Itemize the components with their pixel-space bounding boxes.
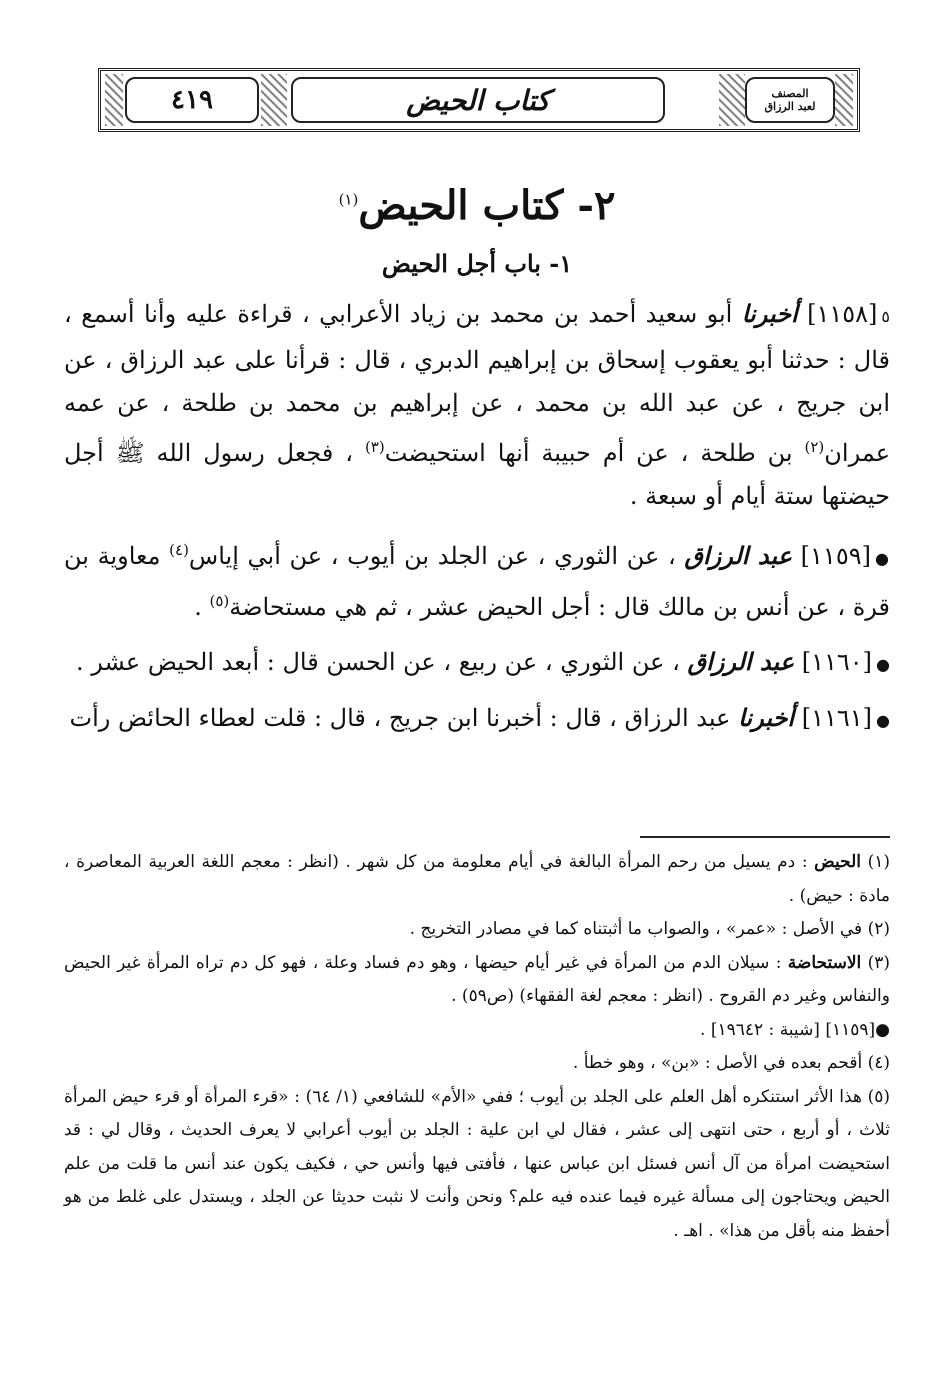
- hadith-number: [١١٦١]: [801, 704, 873, 732]
- hadith-text: .: [194, 593, 202, 621]
- hadith-text: ، عن الثوري ، عن ربيع ، عن الحسن قال : أبعد الحيض عشر .: [76, 647, 680, 676]
- main-text: [64, 172, 890, 753]
- footnote-text: هذا الأثر استنكره أهل العلم على الجلد بن أيوب ؛ ففي «الأم» للشافعي (١/ ٦٤) : «قرء المرأة أو قرء حيض المرأة ثلاث ، أو أربع ، حتى انتهى إلى عشر ، فقال لي ابن علية : الجلد بن أيوب أعرابي لا يعرف الحديث ، وقال لي : قد استحيضت امرأة من آل أنس فسئل ابن عباس عنها ، فأفتى فيها وأنس حي ، فكيف يكون عند أنس ما قلت من علم الحيض ويحتاجون إلى مسألة غيره فيما عنده فيه علم؟ ونحن وأنت لا نثبت حديثا عن الجلد ، ويستدل على غلط من هو أحفظ منه بأقل من هذا» . اهـ .: [64, 1086, 890, 1241]
- hadith-text: بن طلحة ، عن أم حبيبة أنها استحيضت: [384, 438, 793, 467]
- footnote-number: ●: [875, 1019, 890, 1040]
- header-ornament-right-inner: [719, 74, 745, 126]
- footnote-ref: (٣): [364, 437, 385, 456]
- footnote-term: الاستحاضة: [787, 952, 862, 973]
- hadith-1158: [64, 292, 890, 519]
- footnote-number: (٤): [867, 1053, 890, 1073]
- footnote-ref: (٤): [169, 540, 189, 559]
- chapter-title: ١- باب أجل الحيض: [381, 249, 573, 278]
- hadith-narrator: عبد الرزاق: [684, 540, 792, 570]
- footnote-1: [64, 846, 890, 913]
- hadith-text: عبد الرزاق ، قال : أخبرنا ابن جريج ، قال : قلت لعطاء الحائض رأت: [69, 704, 731, 732]
- footnote-term: الحيض: [814, 852, 861, 872]
- hadith-marker: ٥: [881, 307, 890, 326]
- header-ornament-left: [105, 74, 123, 126]
- footnote-4: [64, 1047, 890, 1081]
- page-number: ٤١٩: [125, 77, 259, 123]
- footnote-text: [١١٥٩] [شيبة : ١٩٦٤٢] .: [700, 1019, 876, 1040]
- hadith-narrator: عبد الرزاق: [687, 646, 795, 676]
- footnotes: [64, 846, 890, 1248]
- hadith-text: معاوية بن قرة ، عن أنس بن مالك قال : أجل الحيض عشر ، ثم هي مستحاضة: [64, 541, 890, 621]
- hadith-number: [١١٥٨]: [807, 300, 878, 328]
- running-title: كتاب الحيض: [291, 77, 665, 123]
- hadith-marker: ●: [874, 548, 890, 568]
- header-ornament-right: [835, 74, 853, 126]
- book-logo: [745, 77, 835, 123]
- hadith-text: ، عن الثوري ، عن الجلد بن أيوب ، عن أبي إياس: [188, 541, 676, 570]
- footnote-2: [64, 913, 890, 947]
- hadith-number: [١١٦٠]: [801, 647, 873, 676]
- footnote-ref: (٥): [209, 592, 230, 610]
- hadith-narrator: أخبرنا: [741, 299, 798, 328]
- footnote-ref: (٢): [804, 437, 825, 456]
- footnote-3: [64, 947, 890, 1014]
- book-logo-line2: لعبد الرزاق: [764, 100, 816, 113]
- footnote-text: : دم يسيل من رحم المرأة البالغة في أيام معلومة من كل شهر . (انظر : معجم اللغة العربية المعاصرة ، مادة : حيض) .: [64, 852, 890, 906]
- hadith-1161: [64, 696, 890, 743]
- book-title-text: ٢- كتاب الحيض: [358, 182, 616, 229]
- book-logo-line1: المصنف: [771, 87, 809, 100]
- hadith-narrator: أخبرنا: [738, 703, 795, 732]
- hadith-1159: [64, 529, 890, 630]
- footnote-number: (٣): [867, 952, 891, 973]
- footnote-divider: [640, 836, 890, 838]
- hadith-text: أبو سعيد أحمد بن محمد بن زياد الأعرابي ، قراءة عليه وأنا أسمع ، قال : حدثنا أبو يعقوب إسحاق بن إبراهيم الدبري ، قال : قرأنا على عبد الرزاق ، عن ابن جريج ، عن عبد الله بن محمد ، عن إبراهيم بن محمد بن طلحة ، عن عمه عمران: [64, 300, 891, 467]
- footnote-text: في الأصل : «عمر» ، والصواب ما أثبتناه كما في مصادر التخريج .: [409, 919, 863, 939]
- footnote-source: [64, 1014, 890, 1048]
- footnote-text: : سيلان الدم من المرأة في غير أيام حيضها ، وهو دم فساد وعلة ، فهو كل دم تراه المرأة غير الحيض والنفاس وغير دم القروح . (انظر : معجم لغة الفقهاء) (ص٥٩) .: [64, 952, 890, 1006]
- book-title: [64, 182, 890, 229]
- book-title-footnote-ref: (١): [338, 190, 359, 209]
- hadith-number: [١١٥٩]: [800, 541, 871, 570]
- footnote-number: (٥): [867, 1086, 890, 1107]
- header-ornament-left-inner: [261, 74, 287, 126]
- hadith-marker: ●: [876, 711, 890, 730]
- hadith-1160: [64, 640, 890, 687]
- hadith-text: ، فجعل رسول الله ﷺ أجل حيضتها ستة أيام أو سبعة .: [64, 438, 890, 510]
- footnote-text: أقحم بعده في الأصل : «بن» ، وهو خطأ .: [572, 1053, 863, 1073]
- hadith-marker: ●: [876, 654, 890, 674]
- footnote-5: [64, 1081, 890, 1249]
- footnote-number: (١): [867, 852, 891, 872]
- footnote-number: (٢): [867, 919, 890, 939]
- running-header: [98, 68, 860, 132]
